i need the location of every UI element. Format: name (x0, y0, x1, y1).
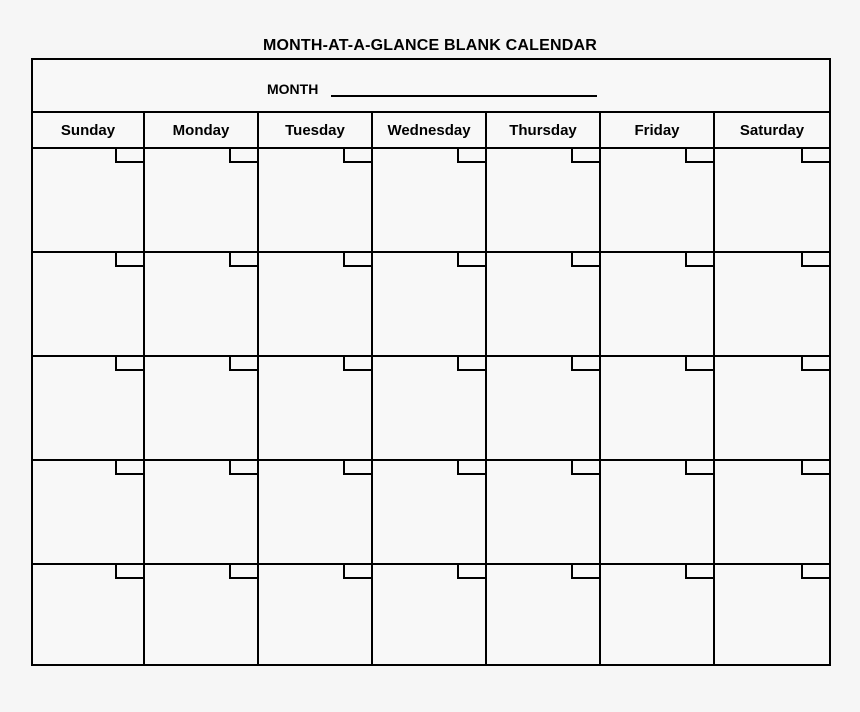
week-row (33, 357, 829, 461)
day-cell[interactable] (259, 565, 373, 666)
day-cell[interactable] (145, 461, 259, 563)
day-cell[interactable] (145, 149, 259, 251)
month-label: MONTH (267, 81, 319, 97)
day-cell[interactable] (487, 149, 601, 251)
day-cell[interactable] (715, 253, 829, 355)
date-number-box[interactable] (229, 461, 257, 475)
date-number-box[interactable] (115, 357, 143, 371)
date-number-box[interactable] (115, 149, 143, 163)
day-cell[interactable] (601, 461, 715, 563)
month-row (33, 60, 829, 113)
day-cell[interactable] (487, 253, 601, 355)
date-number-box[interactable] (801, 357, 829, 371)
date-number-box[interactable] (801, 253, 829, 267)
date-number-box[interactable] (685, 253, 713, 267)
day-cell[interactable] (373, 565, 487, 666)
date-number-box[interactable] (229, 253, 257, 267)
day-cell[interactable] (33, 461, 145, 563)
date-number-box[interactable] (229, 357, 257, 371)
weekday-header-friday: Friday (601, 113, 715, 147)
date-number-box[interactable] (229, 149, 257, 163)
date-number-box[interactable] (457, 149, 485, 163)
day-cell[interactable] (33, 149, 145, 251)
week-row (33, 149, 829, 253)
weekday-header-wednesday: Wednesday (373, 113, 487, 147)
weekday-header-thursday: Thursday (487, 113, 601, 147)
week-row (33, 253, 829, 357)
weekday-header-tuesday: Tuesday (259, 113, 373, 147)
date-number-box[interactable] (115, 565, 143, 579)
calendar-grid (31, 58, 831, 666)
date-number-box[interactable] (685, 357, 713, 371)
date-number-box[interactable] (685, 461, 713, 475)
date-number-box[interactable] (115, 253, 143, 267)
day-cell[interactable] (33, 565, 145, 666)
date-number-box[interactable] (343, 565, 371, 579)
date-number-box[interactable] (343, 461, 371, 475)
day-cell[interactable] (601, 149, 715, 251)
date-number-box[interactable] (457, 461, 485, 475)
weekday-header-row (33, 113, 829, 149)
date-number-box[interactable] (343, 357, 371, 371)
day-cell[interactable] (33, 253, 145, 355)
day-cell[interactable] (373, 357, 487, 459)
date-number-box[interactable] (571, 357, 599, 371)
day-cell[interactable] (487, 461, 601, 563)
day-cell[interactable] (145, 253, 259, 355)
date-number-box[interactable] (343, 149, 371, 163)
date-number-box[interactable] (457, 253, 485, 267)
date-number-box[interactable] (571, 253, 599, 267)
day-cell[interactable] (259, 253, 373, 355)
weeks-container (33, 149, 829, 664)
date-number-box[interactable] (115, 461, 143, 475)
day-cell[interactable] (487, 357, 601, 459)
weekday-header-saturday: Saturday (739, 121, 805, 139)
date-number-box[interactable] (801, 149, 829, 163)
page-title: MONTH-AT-A-GLANCE BLANK CALENDAR (262, 37, 598, 54)
day-cell[interactable] (715, 149, 829, 251)
day-cell[interactable] (715, 357, 829, 459)
date-number-box[interactable] (571, 565, 599, 579)
day-cell[interactable] (373, 149, 487, 251)
date-number-box[interactable] (571, 149, 599, 163)
day-cell[interactable] (601, 253, 715, 355)
date-number-box[interactable] (801, 565, 829, 579)
day-cell[interactable] (715, 461, 829, 563)
date-number-box[interactable] (685, 149, 713, 163)
date-number-box[interactable] (457, 565, 485, 579)
date-number-box[interactable] (343, 253, 371, 267)
date-number-box[interactable] (685, 565, 713, 579)
weekday-header-sunday: Sunday (33, 113, 145, 147)
weekday-header-monday: Monday (145, 113, 259, 147)
day-cell[interactable] (259, 461, 373, 563)
day-cell[interactable] (145, 357, 259, 459)
day-cell[interactable] (259, 357, 373, 459)
day-cell[interactable] (487, 565, 601, 666)
day-cell[interactable] (601, 357, 715, 459)
day-cell[interactable] (145, 565, 259, 666)
day-cell[interactable] (373, 461, 487, 563)
day-cell[interactable] (373, 253, 487, 355)
day-cell[interactable] (601, 565, 715, 666)
day-cell[interactable] (715, 565, 829, 666)
week-row (33, 461, 829, 565)
date-number-box[interactable] (801, 461, 829, 475)
day-cell[interactable] (33, 357, 145, 459)
month-fill-line[interactable] (331, 95, 597, 97)
week-row (33, 565, 829, 666)
date-number-box[interactable] (457, 357, 485, 371)
date-number-box[interactable] (571, 461, 599, 475)
date-number-box[interactable] (229, 565, 257, 579)
day-cell[interactable] (259, 149, 373, 251)
